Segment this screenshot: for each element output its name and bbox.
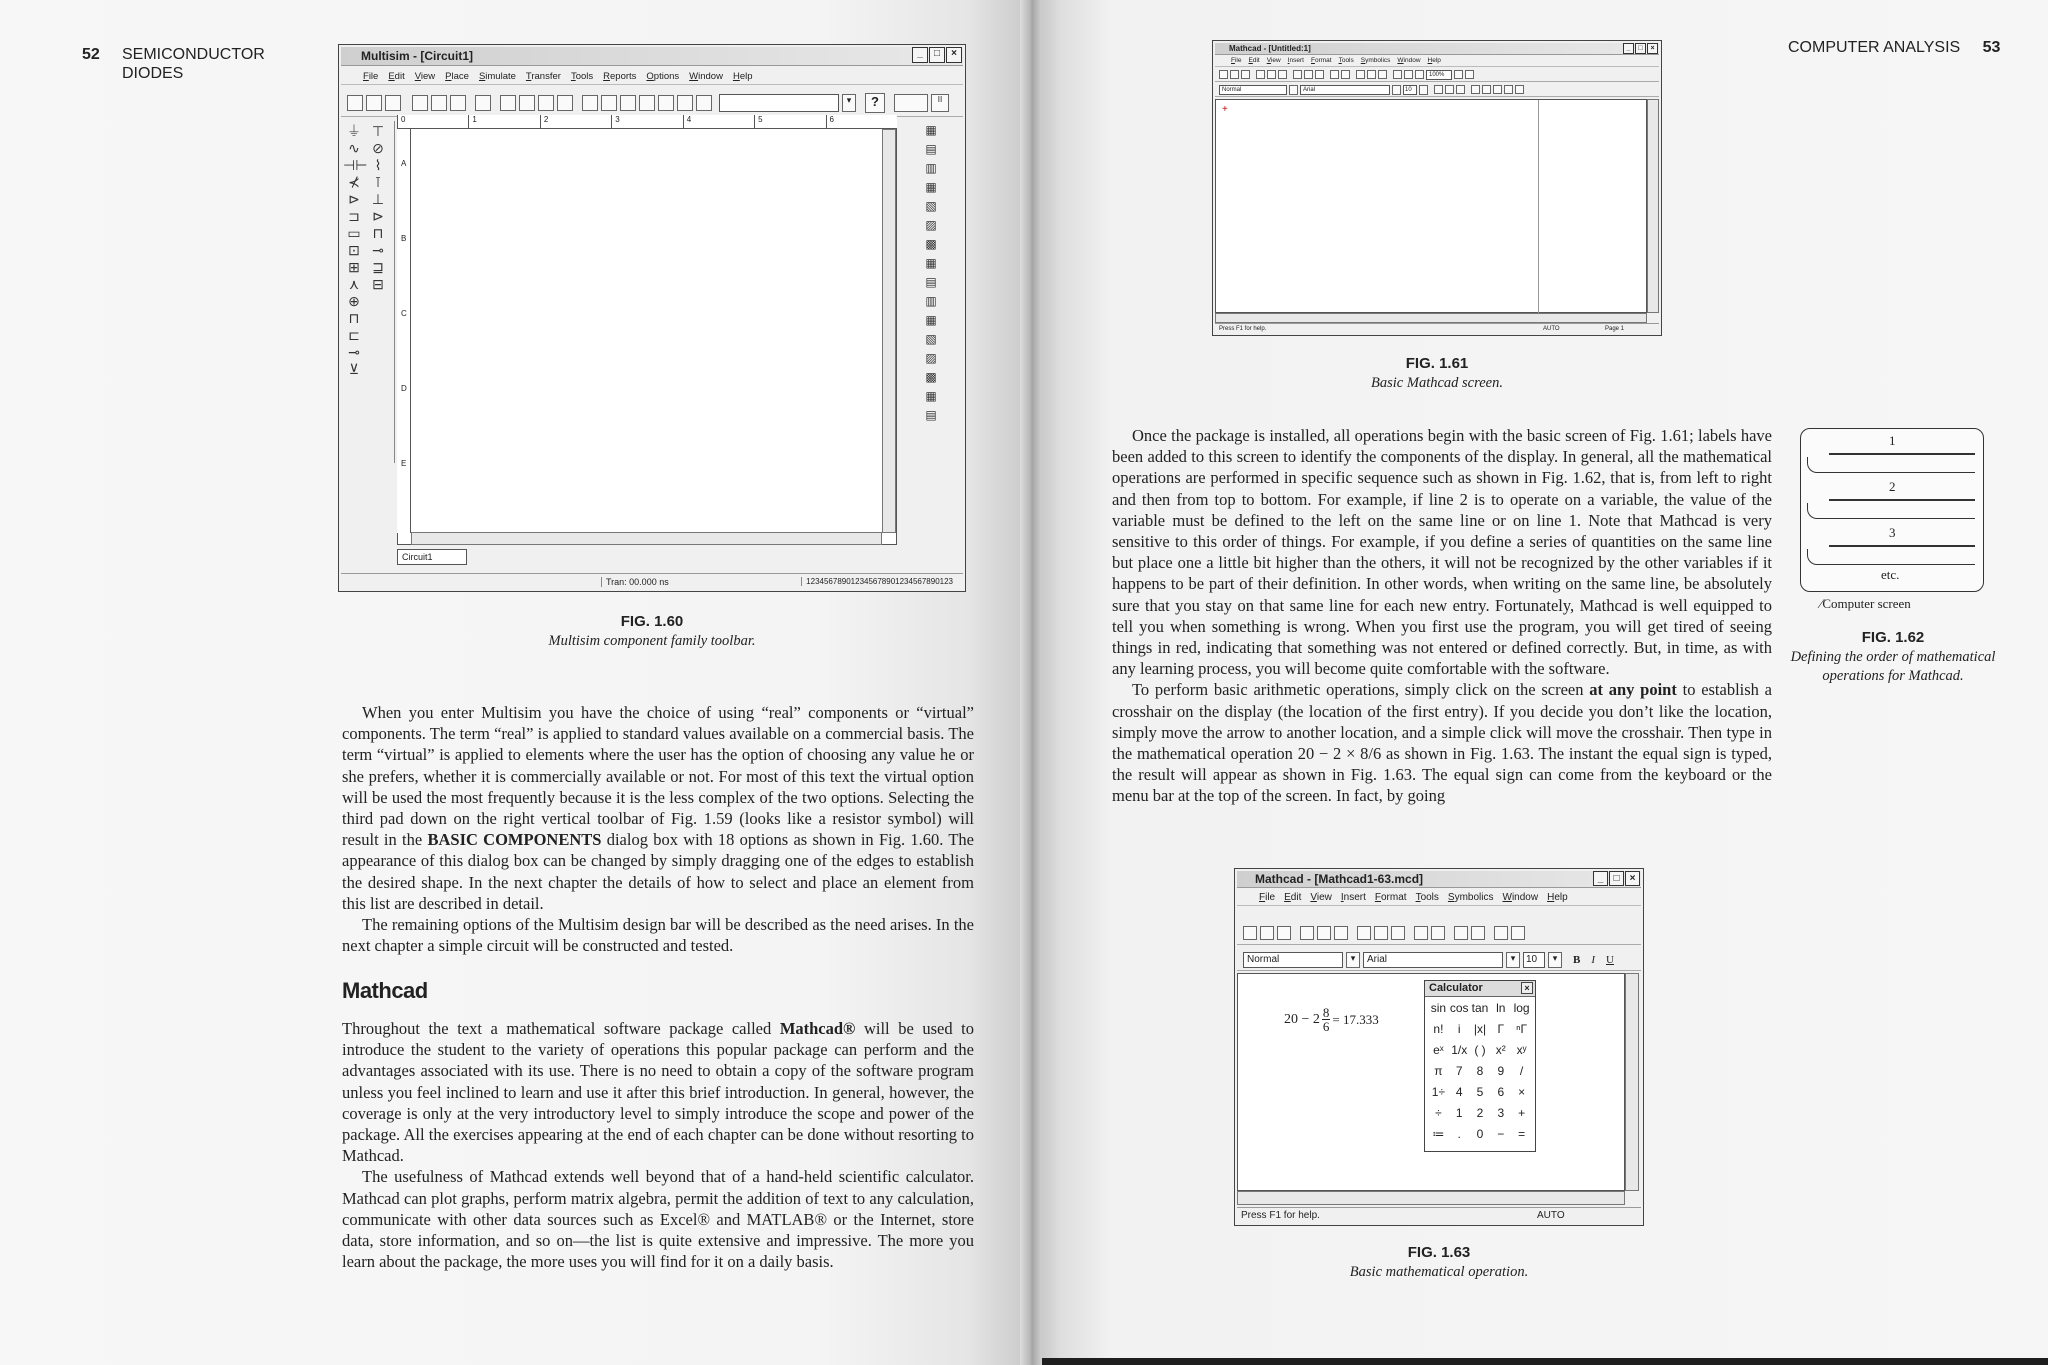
horizontal-scrollbar[interactable] <box>1237 1191 1625 1205</box>
worksheet-area[interactable] <box>1215 99 1647 313</box>
menu-format[interactable]: Format <box>1310 57 1332 64</box>
menu-edit[interactable]: Edit <box>1248 57 1260 64</box>
region-icon[interactable] <box>1415 70 1424 79</box>
zoom-fit-icon[interactable] <box>557 95 573 111</box>
bold-run: Mathcad® <box>779 1019 856 1038</box>
calculator-key[interactable]: 1 <box>1455 1106 1463 1120</box>
status-bar <box>341 573 963 589</box>
paragraph <box>342 702 974 914</box>
calculator-key[interactable]: − <box>1497 1127 1505 1141</box>
ruler-row: D <box>401 384 407 393</box>
status-digits: 123456789012345678901234567890123 <box>801 577 953 586</box>
close-icon[interactable]: × <box>1625 871 1640 886</box>
status-auto: AUTO <box>1543 325 1560 332</box>
help-icon[interactable] <box>1465 70 1474 79</box>
horizontal-scrollbar[interactable] <box>411 532 882 545</box>
help-icon[interactable]: ? <box>865 93 885 113</box>
vertical-scrollbar[interactable] <box>1625 973 1639 1191</box>
calculator-key[interactable]: 1÷ <box>1431 1085 1446 1099</box>
chevron-down-icon[interactable]: ▾ <box>1548 952 1562 968</box>
title-bar <box>1215 43 1659 55</box>
ruler-tick: 4 <box>683 115 754 128</box>
menu-file[interactable]: File <box>1231 57 1242 64</box>
zoom-in-icon[interactable] <box>500 95 516 111</box>
chevron-down-icon[interactable]: ▾ <box>1506 952 1520 968</box>
horizontal-ruler <box>397 115 897 129</box>
zoom-out-icon[interactable] <box>519 95 535 111</box>
close-icon[interactable]: × <box>1647 43 1658 54</box>
print-icon[interactable] <box>1300 926 1314 940</box>
undo-icon[interactable] <box>1414 926 1428 940</box>
zoom-select[interactable]: 100% <box>1426 70 1452 80</box>
vertical-ruler <box>397 129 411 533</box>
bold-icon[interactable] <box>1434 85 1443 94</box>
ruler-tick: 2 <box>540 115 611 128</box>
text-run: to establish a crosshair on the display (the location of the first entry). If you decide you don’t like the location, simply move the arrow to another location, and a simple click will move the crosshair. Then type in the mathematical operation 20 − 2 × 8/6 as shown in Fig. 1.63. The instant the equal sign is typed, the result will appear as shown in Fig. 1.63. The equal sign can come from the keyboard or the menu bar at the top of the screen. In fact, by going <box>1112 680 1773 806</box>
align-right-icon[interactable] <box>1493 85 1502 94</box>
caption-desc: Basic mathematical operation. <box>1349 1264 1529 1280</box>
caption-title: FIG. 1.60 <box>620 613 684 630</box>
bold-run: at any point <box>1589 680 1677 700</box>
menu-window[interactable]: Window <box>1502 892 1539 903</box>
ruler-row: B <box>401 234 407 243</box>
caption-desc: Multisim component family toolbar. <box>548 633 756 649</box>
font-select[interactable]: Arial <box>1300 85 1390 95</box>
window-title: Multisim - [Circuit1] <box>361 49 474 63</box>
calculator-key[interactable]: + <box>1518 1106 1526 1120</box>
line-arrow-3 <box>1829 545 1975 547</box>
menu-view[interactable]: View <box>1266 57 1281 64</box>
circuit-workspace[interactable] <box>397 115 897 545</box>
calculator-key[interactable]: ÷ <box>1435 1106 1442 1120</box>
fig-1-62-caption <box>1782 628 2004 686</box>
sim-time: Tran: 00.000 ns <box>601 577 669 587</box>
body-text-block-3 <box>1112 425 1772 807</box>
calculator-key[interactable]: 5 <box>1476 1085 1484 1099</box>
spell-check-icon[interactable] <box>1334 926 1348 940</box>
align-center-icon[interactable] <box>1482 85 1491 94</box>
ruler-tick: 5 <box>754 115 825 128</box>
vertical-scrollbar[interactable] <box>882 129 896 533</box>
paragraph: The usefulness of Mathcad extends well beyond that of a hand-held scientific calculator. Mathcad can plot graphs, perform matrix algebra, permit the addition of text to any calculation, communicate with other data sources such as Excel® and MATLAB® or the Internet, store data, store information, and so on—the list is quite extensive and impressive. The more you learn about the package, the more uses you will find for it on a daily basis. <box>342 1167 974 1272</box>
cut-icon[interactable] <box>412 95 428 111</box>
formatting-toolbar <box>1215 83 1659 97</box>
calculator-key[interactable]: 7 <box>1455 1064 1463 1078</box>
menu-tools[interactable]: Tools <box>570 71 594 82</box>
calculator-key[interactable]: 6 <box>1497 1085 1505 1099</box>
text-run: When you enter Multisim you have the choice of using “real” components or “virtual” components. The term “real” is applied to standard values available on a commercial basis. The term “virtual” is applied to elements where the user has the option of choosing any value he or she prefers, whether it is commercially available or not. For most of this text the virtual option will be used the most frequently because it is the less complex of the two options. Selecting the third pad down on the right vertical toolbar of Fig. 1.59 (looks like a resistor symbol) will result in the <box>342 703 974 850</box>
status-help: Press F1 for help. <box>1219 325 1267 332</box>
bold-button[interactable]: B <box>1573 953 1581 966</box>
crosshair-icon: + <box>1222 104 1228 115</box>
status-page: Page 1 <box>1605 325 1625 332</box>
caption-title: FIG. 1.61 <box>1405 355 1469 372</box>
paste-icon[interactable] <box>1315 70 1324 79</box>
computer-screen-label <box>1820 596 1911 613</box>
running-head-line1: SEMICONDUCTOR <box>122 46 265 63</box>
numerator: 8 <box>1322 1005 1330 1020</box>
calculate-icon[interactable] <box>1511 926 1525 940</box>
text-run: Throughout the text a mathematical software package called <box>342 1019 780 1038</box>
menu-help[interactable]: Help <box>1427 57 1441 64</box>
grapher-icon[interactable] <box>658 95 674 111</box>
menu-bar <box>1237 891 1641 906</box>
ruler-row: A <box>401 159 407 168</box>
component-family-toolbar <box>341 121 395 463</box>
chevron-down-icon[interactable] <box>1419 85 1428 95</box>
insert-function-icon[interactable] <box>1367 70 1376 79</box>
line-arrow-1 <box>1829 453 1975 455</box>
formatting-toolbar <box>1237 949 1641 971</box>
new-icon[interactable] <box>1243 926 1257 940</box>
text-run: To perform basic arithmetic operations, simply click on the screen <box>1132 680 1590 700</box>
calculator-key[interactable]: 9 <box>1497 1064 1505 1078</box>
calculator-key[interactable]: ln <box>1496 1001 1506 1015</box>
maximize-icon[interactable]: □ <box>929 47 945 63</box>
numbering-icon[interactable] <box>1515 85 1524 94</box>
wire-icon[interactable] <box>639 95 655 111</box>
menu-insert[interactable]: Insert <box>1287 57 1304 64</box>
open-icon[interactable] <box>1260 926 1274 940</box>
new-icon[interactable] <box>347 95 363 111</box>
open-icon[interactable] <box>366 95 382 111</box>
paste-icon[interactable] <box>1391 926 1405 940</box>
denominator: 6 <box>1322 1019 1330 1034</box>
body-text-block-1 <box>342 702 974 956</box>
save-icon[interactable] <box>385 95 401 111</box>
bullets-icon[interactable] <box>1504 85 1513 94</box>
print-icon[interactable] <box>1256 70 1265 79</box>
chevron-down-icon[interactable] <box>1392 85 1401 95</box>
paragraph <box>342 1018 974 1166</box>
open-icon[interactable] <box>1230 70 1239 79</box>
text-run: dialog box with 18 options as shown in Fig. 1.60. The appearance of this dialog box can be changed by simply dragging one of the edges to establish the desired shape. In the next chapter the details of how to select and place an element from this list are described in detail. <box>342 830 974 913</box>
menu-help[interactable]: Help <box>732 71 753 82</box>
menu-view[interactable]: View <box>414 71 436 82</box>
ruler-tick: 1 <box>468 115 539 128</box>
ruler-tick: 0 <box>397 115 468 128</box>
spreadsheet-icon[interactable] <box>582 95 598 111</box>
running-head-line2: DIODES <box>122 65 184 82</box>
chevron-down-icon[interactable] <box>1454 70 1463 79</box>
basic-icons-column: ⊤ ⊘ ⌇ ⊺ ⊥ ⊳ ⊓ ⊸ ⊒ ⊟ <box>371 123 385 292</box>
calculator-title: Calculator <box>1429 982 1483 994</box>
mathcad-basic-window <box>1212 40 1662 336</box>
calculator-keys <box>1425 997 1535 1146</box>
component-icon[interactable] <box>620 95 636 111</box>
caption-title: FIG. 1.62 <box>1861 629 1925 646</box>
return-arrow-3 <box>1807 549 1975 565</box>
window-controls <box>912 47 962 63</box>
menu-bar <box>341 69 963 85</box>
status-bar <box>1215 323 1659 333</box>
copy-icon[interactable] <box>1374 926 1388 940</box>
copy-icon[interactable] <box>1304 70 1313 79</box>
menu-simulate[interactable]: Simulate <box>478 71 516 82</box>
minimize-icon[interactable]: _ <box>1623 43 1634 54</box>
paragraph <box>1112 679 1772 806</box>
underline-button[interactable]: U <box>1606 953 1614 966</box>
menu-window[interactable]: Window <box>689 71 723 82</box>
title-bar <box>341 47 963 66</box>
preview-icon[interactable] <box>1317 926 1331 940</box>
chevron-down-icon[interactable] <box>1289 85 1298 95</box>
database-icon[interactable] <box>601 95 617 111</box>
component-icon[interactable] <box>1393 70 1402 79</box>
book-gutter <box>1020 0 1042 1365</box>
expr-lhs: 20 − 2 <box>1284 1011 1320 1027</box>
calculator-key[interactable]: 0 <box>1476 1127 1484 1141</box>
undo-icon[interactable] <box>1330 70 1339 79</box>
calculate-icon[interactable] <box>1404 70 1413 79</box>
calculator-key[interactable]: xʸ <box>1516 1043 1527 1057</box>
status-bar <box>1237 1207 1641 1223</box>
right-page-header <box>1788 38 2000 57</box>
menu-options[interactable]: Options <box>646 71 680 82</box>
fig-1-60-caption <box>338 612 966 651</box>
source-icons-column: ⏚ ∿ ⊣⊢ ⊀ ⊳ ⊐ ▭ ⊡ ⊞ ⋏ ⊕ ⊓ ⊏ ⊸ ⊻ <box>343 123 368 377</box>
spell-check-icon[interactable] <box>1278 70 1287 79</box>
multisim-window <box>338 44 966 592</box>
insert-function-icon[interactable] <box>1494 926 1508 940</box>
page-number: 53 <box>1982 39 2001 56</box>
standard-toolbar <box>1215 68 1659 82</box>
status-auto: AUTO <box>1537 1210 1565 1221</box>
calculator-key[interactable]: . <box>1457 1127 1461 1141</box>
close-icon[interactable]: × <box>946 47 962 63</box>
title-bar <box>1237 871 1641 888</box>
menu-help[interactable]: Help <box>1547 892 1568 903</box>
style-select[interactable]: Normal <box>1243 952 1343 968</box>
align-icon[interactable] <box>1454 926 1468 940</box>
left-page-header <box>82 45 265 82</box>
calculator-key[interactable]: tan <box>1471 1001 1489 1015</box>
menu-tools[interactable]: Tools <box>1338 57 1354 64</box>
line-label-1: 1 <box>1889 433 1896 448</box>
page-number: 52 <box>82 46 100 63</box>
calculator-key[interactable]: = <box>1518 1127 1526 1141</box>
menu-edit[interactable]: Edit <box>388 71 405 82</box>
instruments-toolbar <box>901 121 963 541</box>
ruler-tick: 6 <box>826 115 897 128</box>
cut-icon[interactable] <box>1357 926 1371 940</box>
line-arrow-2 <box>1829 499 1975 501</box>
fig-1-61-caption <box>1212 354 1662 393</box>
return-arrow-2 <box>1807 503 1975 519</box>
menu-transfer[interactable]: Transfer <box>525 71 561 82</box>
calculator-key[interactable]: n! <box>1433 1022 1444 1036</box>
calculator-key[interactable]: 2 <box>1476 1106 1484 1120</box>
maximize-icon[interactable]: □ <box>1635 43 1646 54</box>
paragraph: The remaining options of the Multisim design bar will be described as the need arises. In the next chapter a simple circuit will be constructed and tested. <box>342 915 974 956</box>
pause-icon[interactable]: II <box>931 94 949 112</box>
menu-symbolics[interactable]: Symbolics <box>1447 892 1494 903</box>
running-head: COMPUTER ANALYSIS <box>1788 39 1961 56</box>
paste-icon[interactable] <box>450 95 466 111</box>
fig-1-62-screen <box>1800 428 1984 592</box>
calculator-key[interactable]: / <box>1519 1064 1524 1078</box>
maximize-icon[interactable]: □ <box>1609 871 1624 886</box>
math-expression <box>1284 1006 1379 1033</box>
return-arrow-1 <box>1807 457 1975 473</box>
calculator-titlebar <box>1425 981 1535 997</box>
calculator-key[interactable]: log <box>1513 1001 1530 1015</box>
equal-icon[interactable] <box>1378 70 1387 79</box>
redo-icon[interactable] <box>1341 70 1350 79</box>
calculator-key[interactable]: eˣ <box>1433 1043 1444 1057</box>
calculator-key[interactable]: ⁿΓ <box>1516 1022 1528 1036</box>
bold-run: BASIC COMPONENTS <box>427 830 602 850</box>
calculator-key[interactable]: |x| <box>1473 1022 1487 1036</box>
save-icon[interactable] <box>1241 70 1250 79</box>
minimize-icon[interactable]: _ <box>1593 871 1608 886</box>
menu-bar <box>1215 56 1659 67</box>
bottom-edge <box>1030 1358 2048 1365</box>
window-title: Mathcad - [Untitled:1] <box>1229 44 1311 53</box>
calculator-key[interactable]: Γ <box>1497 1022 1505 1036</box>
caption-desc: Defining the order of mathematical operations for Mathcad. <box>1790 649 1996 684</box>
font-select[interactable]: Arial <box>1363 952 1503 968</box>
fig-1-63-caption <box>1234 1243 1644 1282</box>
main-toolbar <box>341 89 963 117</box>
menu-symbolics[interactable]: Symbolics <box>1360 57 1391 64</box>
calculator-key[interactable]: x² <box>1495 1043 1506 1057</box>
menu-reports[interactable]: Reports <box>603 71 637 82</box>
zoom-area-icon[interactable] <box>538 95 554 111</box>
section-heading: Mathcad <box>342 978 428 1003</box>
analysis-icon[interactable] <box>677 95 693 111</box>
size-select[interactable]: 10 <box>1403 85 1417 95</box>
right-page <box>1030 0 2048 1365</box>
calculator-key[interactable]: ( ) <box>1474 1043 1486 1057</box>
cut-icon[interactable] <box>1293 70 1302 79</box>
calculator-key[interactable]: × <box>1518 1085 1526 1099</box>
ruler-row: E <box>401 459 407 468</box>
underline-icon[interactable] <box>1456 85 1465 94</box>
copy-icon[interactable] <box>431 95 447 111</box>
style-select[interactable]: Normal <box>1219 85 1287 95</box>
chevron-down-icon[interactable]: ▾ <box>1346 952 1360 968</box>
menu-window[interactable]: Window <box>1397 57 1421 64</box>
vertical-scrollbar[interactable] <box>1647 99 1659 313</box>
tab-label: Circuit1 <box>402 552 433 562</box>
mathcad-operation-window <box>1234 868 1644 1226</box>
fraction <box>1322 1006 1331 1033</box>
menu-file[interactable]: File <box>363 71 379 82</box>
worksheet-area[interactable] <box>1237 973 1625 1191</box>
menu-place[interactable]: Place <box>445 71 469 82</box>
minimize-icon[interactable]: _ <box>912 47 928 63</box>
menu-file[interactable]: File <box>1259 892 1276 903</box>
in-use-list[interactable] <box>719 94 839 112</box>
text-run: will be used to introduce the student to the variety of operations this popular package can perform and the advantages associated with its use. There is no need to obtain a copy of the software program unless you feel inclined to learn and use it after this brief introduction. In general, however, the coverage is only at the very introductory level to simply introduce the scope and power of the package. All the exercises appearing at the end of each chapter can be done without resorting to Mathcad. <box>342 1019 974 1166</box>
calculator-key[interactable]: 1/x <box>1451 1043 1468 1057</box>
expr-result: = 17.333 <box>1332 1011 1379 1027</box>
calculator-key[interactable]: sin <box>1430 1001 1447 1015</box>
calculator-key[interactable]: i <box>1457 1022 1461 1036</box>
calculator-key[interactable]: ≔ <box>1432 1127 1445 1141</box>
tab-circuit1[interactable] <box>397 549 467 565</box>
label-text: Computer screen <box>1822 596 1911 611</box>
menu-format[interactable]: Format <box>1374 892 1407 903</box>
menu-view[interactable]: View <box>1310 892 1332 903</box>
horizontal-scrollbar[interactable] <box>1215 313 1647 323</box>
instrument-icons: ▦ ▤ ▥ ▦ ▧ ▨ ▩ ▦ ▤ ▥ ▦ ▧ ▨ ▩ ▦ ▤ <box>925 123 939 422</box>
calculator-key[interactable]: 8 <box>1476 1064 1484 1078</box>
window-controls <box>1593 871 1640 886</box>
calculator-key[interactable]: 4 <box>1455 1085 1463 1099</box>
window-title: Mathcad - [Mathcad1-63.mcd] <box>1255 872 1424 886</box>
body-text-block-2 <box>342 1018 974 1272</box>
pointer-icon: ⁄ <box>1820 597 1823 612</box>
print-icon[interactable] <box>475 95 491 111</box>
preview-icon[interactable] <box>1267 70 1276 79</box>
ruler-row: C <box>401 309 407 318</box>
menu-insert[interactable]: Insert <box>1340 892 1366 903</box>
status-help: Press F1 for help. <box>1241 1210 1320 1221</box>
save-icon[interactable] <box>1277 926 1291 940</box>
line-label-3: 3 <box>1889 525 1896 540</box>
chevron-down-icon[interactable]: ▾ <box>842 94 856 112</box>
align-left-icon[interactable] <box>1471 85 1480 94</box>
italic-icon[interactable] <box>1445 85 1454 94</box>
postprocessor-icon[interactable] <box>696 95 712 111</box>
window-controls <box>1623 43 1658 54</box>
calculator-palette <box>1424 980 1536 1152</box>
right-margin-line <box>1538 100 1539 314</box>
simulate-switch-icon[interactable] <box>894 94 928 112</box>
standard-toolbar <box>1237 921 1641 945</box>
calculator-key[interactable]: 3 <box>1497 1106 1505 1120</box>
line-label-2: 2 <box>1889 479 1896 494</box>
redo-icon[interactable] <box>1431 926 1445 940</box>
caption-title: FIG. 1.63 <box>1407 1244 1471 1261</box>
menu-edit[interactable]: Edit <box>1284 892 1302 903</box>
equal-icon[interactable] <box>1471 926 1485 940</box>
calculator-key[interactable]: cos <box>1449 1001 1469 1015</box>
menu-tools[interactable]: Tools <box>1415 892 1439 903</box>
italic-button[interactable]: I <box>1591 953 1596 966</box>
size-select[interactable]: 10 <box>1523 952 1545 968</box>
close-icon[interactable]: × <box>1521 982 1533 994</box>
new-icon[interactable] <box>1219 70 1228 79</box>
calculator-key[interactable]: π <box>1434 1064 1443 1078</box>
etc-label: etc. <box>1881 567 1900 582</box>
paragraph: Once the package is installed, all operations begin with the basic screen of Fig. 1.61; labels have been added to this screen to identify the components of the display. In general, all the mathematical operations are performed in specific sequence such as shown in Fig. 1.62, that is, from left to right and then from top to bottom. For example, if line 2 is to operate on a variable, the value of the variable must be defined to the left on the same line or on line 1. Note that Mathcad is very sensitive to this order of things. For example, if you define a series of quantities on the same line but place one a little bit higher than the others, it will not be recognized by the other variables if it happens to be part of their definition. In other words, when writing on the same line, be absolutely sure that you stay on that same line for each new entry. Fortunately, Mathcad is well equipped to tell you when something is wrong. When you first use the program, you will get tired of seeing things in red, indicating that something was not entered or defined correctly. But, in time, as with any learning process, you will become quite comfortable with the software. <box>1112 426 1772 679</box>
caption-desc: Basic Mathcad screen. <box>1371 375 1503 391</box>
align-icon[interactable] <box>1356 70 1365 79</box>
ruler-tick: 3 <box>611 115 682 128</box>
